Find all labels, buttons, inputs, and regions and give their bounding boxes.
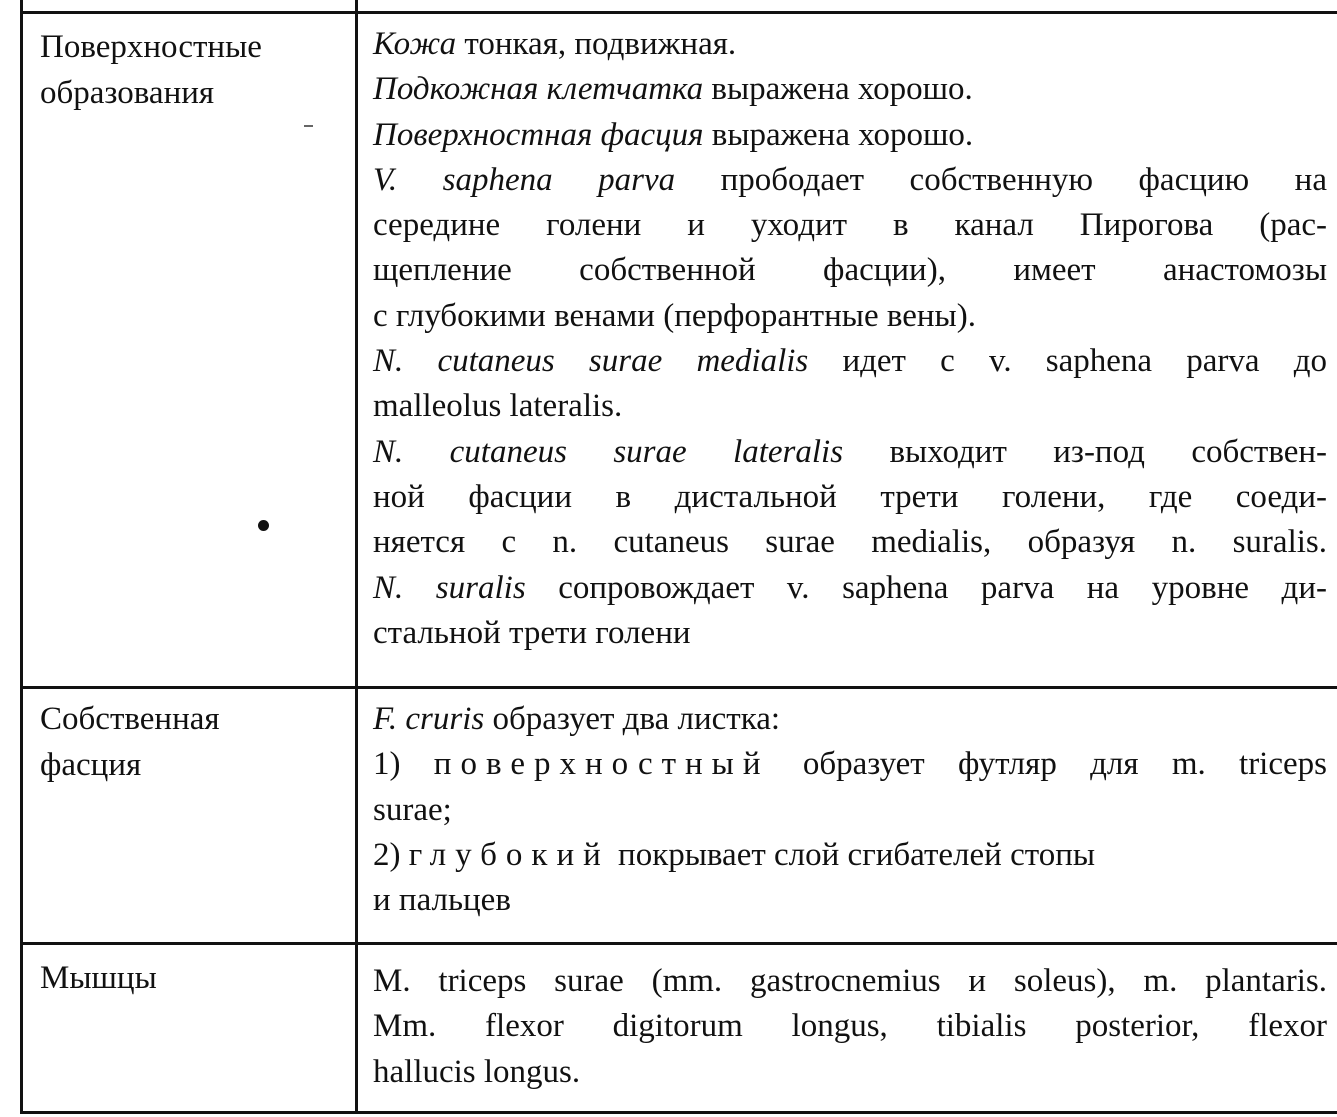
content-line: няется с n. cutaneus surae medialis, образуя n. suralis. <box>373 524 1327 561</box>
text: прободает собственную фасцию на <box>675 161 1327 198</box>
content-line <box>373 742 1327 787</box>
text: сопровождает v. saphena parva на уровне ди- <box>525 569 1327 606</box>
content-line: и пальцев <box>373 882 511 919</box>
table-top-border <box>20 11 1337 14</box>
content-line: с глубокими венами (перфорантные вены). <box>373 297 976 334</box>
content-line <box>373 158 1327 203</box>
content-line <box>373 833 1327 878</box>
print-speck <box>304 125 313 127</box>
list-number: 1) <box>373 746 434 783</box>
row-label-own-fascia <box>40 696 345 788</box>
term: N. cutaneus surae medialis <box>373 343 809 380</box>
term: V. saphena parva <box>373 161 676 198</box>
text: выходит из-под собствен- <box>843 433 1328 470</box>
print-dot <box>258 520 269 531</box>
content-line: щепление собственной фасции), имеет анастомозы <box>373 252 1327 289</box>
content-line: Mm. flexor digitorum longus, tibialis posterior, flexor <box>373 1008 1327 1045</box>
term: Подкожная клетчатка <box>373 71 704 108</box>
text: образует футляр для m. triceps <box>769 746 1327 783</box>
row-divider-1 <box>20 686 1337 689</box>
row-label-muscles <box>40 955 345 1001</box>
table-left-border <box>20 0 23 1114</box>
text: выражена хорошо. <box>703 71 973 108</box>
list-number: 2) <box>373 836 409 873</box>
text: образует два листка: <box>484 701 781 737</box>
content-line: середине голени и уходит в канал Пирогова (рас- <box>373 207 1327 244</box>
text: тонкая, подвижная. <box>456 26 737 62</box>
content-line: ной фасции в дистальной трети голени, где соеди- <box>373 478 1327 515</box>
label-line: Поверхностные <box>40 29 262 65</box>
label-line: фасция <box>40 747 142 783</box>
content-line <box>373 113 1327 158</box>
text: выражена хорошо. <box>703 116 974 153</box>
content-line: стальной трети голени <box>373 614 691 651</box>
spaced-term: глубокий <box>408 836 610 873</box>
term: F. cruris <box>373 701 485 737</box>
row-divider-2 <box>20 942 1337 945</box>
content-line: M. triceps surae (mm. gastrocnemius и soleus), m. plantaris. <box>373 963 1327 999</box>
spaced-term: поверхностный <box>433 746 770 783</box>
content-line <box>373 67 1327 112</box>
row-content-muscles <box>373 959 1327 1095</box>
row-content-superficial <box>373 22 1327 656</box>
text: идет с v. saphena parva до <box>808 343 1327 380</box>
content-line <box>373 566 1327 611</box>
term: N. suralis <box>373 569 526 606</box>
content-line: surae; <box>373 791 452 828</box>
label-line: Собственная <box>40 701 220 737</box>
row-content-own-fascia <box>373 697 1327 923</box>
term: N. cutaneus surae lateralis <box>373 433 844 470</box>
row-label-superficial <box>40 24 345 116</box>
term: Кожа <box>373 26 457 62</box>
content-line <box>373 339 1327 384</box>
label-line: Мышцы <box>40 960 157 996</box>
content-line: malleolus lateralis. <box>373 388 623 425</box>
term: Поверхностная фасция <box>373 116 704 153</box>
text: покрывает слой сгибателей стопы <box>609 836 1096 873</box>
table-bottom-border <box>20 1111 1337 1114</box>
content-line <box>373 697 1327 742</box>
content-line <box>373 22 1327 67</box>
content-line: hallucis longus. <box>373 1053 581 1090</box>
label-line: образования <box>40 75 215 111</box>
column-divider <box>355 0 358 1114</box>
content-line <box>373 430 1327 475</box>
